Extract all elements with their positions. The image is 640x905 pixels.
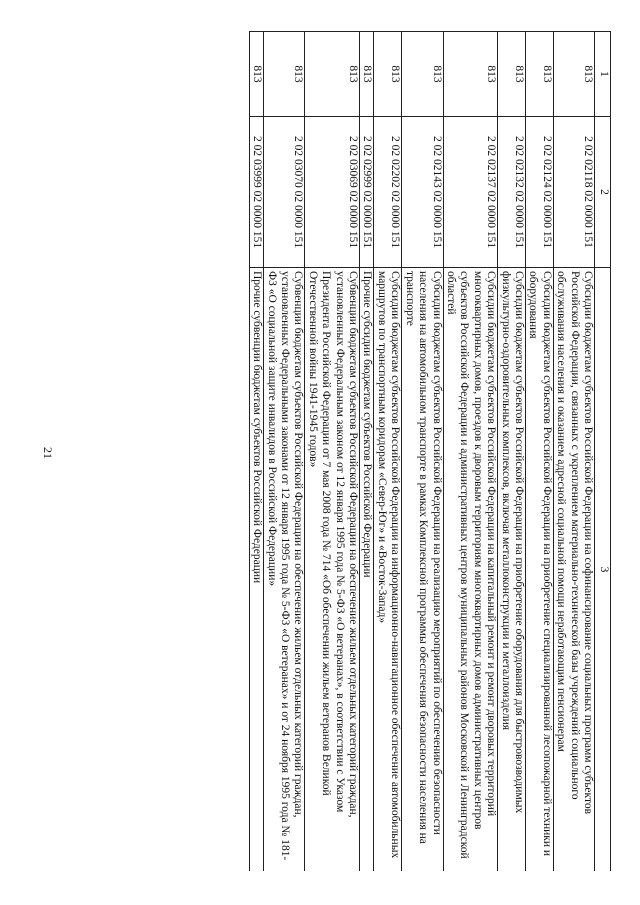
table-header-row: [595, 32, 611, 872]
revenue-description-cell: Прочие субвенции бюджетам субъектов Российской Федерации: [249, 268, 263, 872]
column-header-2: 2: [595, 117, 611, 268]
budget-classification-code-cell: 2 02 03070 02 0000 151: [264, 117, 305, 268]
budget-classification-code-cell: 2 02 02118 02 0000 151: [553, 117, 594, 268]
revenue-description-cell: Субвенции бюджетам субъектов Российской Федерации на обеспечение жильем отдельных категорий граждан, установленных Федеральным законом от 12 января 1995 года № 5-ФЗ «О ветеранах», в соответствии с Указом Президента Российской Федерации от 7 мая 2008 года № 714 «Об обеспечении жильем ветеранов Великой Отечественной войны 1941-1945 годов»: [305, 268, 360, 872]
admin-code-cell: 813: [360, 32, 374, 117]
table-row: [553, 32, 594, 872]
admin-code-cell: 813: [305, 32, 360, 117]
revenue-description-cell: Субсидии бюджетам субъектов Российской Федерации на приобретение оборудования для быстровозводимых физкультурно-оздоровительных комплексов, включая металлоконструкции и металлоизделия: [498, 268, 526, 872]
admin-code-cell: 813: [264, 32, 305, 117]
revenue-description-cell: Прочие субсидии бюджетам субъектов Российской Федерации: [360, 268, 374, 872]
revenue-description-cell: Субсидии бюджетам субъектов Российской Федерации на реализацию мероприятий по обеспечению безопасности населения на автомобильном транспорте в рамках Комплексной программы обеспечения безопасности населения на транспорте: [402, 268, 443, 872]
table-row: [443, 32, 498, 872]
rotated-table-container: [75, 31, 611, 871]
admin-code-cell: 813: [374, 32, 402, 117]
admin-code-cell: 813: [402, 32, 443, 117]
budget-classification-code-cell: 2 02 03069 02 0000 151: [305, 117, 360, 268]
table-row: [498, 32, 526, 872]
budget-classification-code-cell: 2 02 02137 02 0000 151: [443, 117, 498, 268]
page-number: 21: [41, 447, 55, 459]
budget-codes-table: [249, 31, 611, 871]
table-row: [402, 32, 443, 872]
budget-classification-code-cell: 2 02 02999 02 0000 151: [360, 117, 374, 268]
revenue-description-cell: Субсидии бюджетам субъектов Российской Федерации на капитальный ремонт и ремонт дворовых территорий многоквартирных домов, проездов к дворовым территориям многоквартирных домов административных центров субъектов Российской Федерации и административных центров муниципальных районов Московской и Ленинградской областей: [443, 268, 498, 872]
admin-code-cell: 813: [498, 32, 526, 117]
admin-code-cell: 813: [443, 32, 498, 117]
admin-code-cell: 813: [553, 32, 594, 117]
budget-classification-code-cell: 2 02 03999 02 0000 151: [249, 117, 263, 268]
table-row: [374, 32, 402, 872]
admin-code-cell: 813: [249, 32, 263, 117]
table-row: [249, 32, 263, 872]
budget-classification-code-cell: 2 02 02124 02 0000 151: [525, 117, 553, 268]
budget-classification-code-cell: 2 02 02143 02 0000 151: [402, 117, 443, 268]
revenue-description-cell: Субсидии бюджетам субъектов Российской Федерации на софинансирование социальных программ субъектов Российской Федерации, связанных с укреплением материально-технической базы учреждений социального обслуживания населения и оказанием адресной социальной помощи неработающим пенсионерам: [553, 268, 594, 872]
table-row: [525, 32, 553, 872]
revenue-description-cell: Субвенции бюджетам субъектов Российской Федерации на обеспечение жильем отдельных категорий граждан, установленных Федеральными законами от 12 января 1995 года № 5-ФЗ «О ветеранах» и от 24 ноября 1995 года № 181-ФЗ «О социальной защите инвалидов в Российской Федерации»: [264, 268, 305, 872]
rotated-page: [75, 31, 611, 871]
table-row: [264, 32, 305, 872]
revenue-description-cell: Субсидии бюджетам субъектов Российской Федерации на информационно-навигационное обеспечение автомобильных маршрутов по транспортным коридорам «Север-Юг» и «Восток-Запад»: [374, 268, 402, 872]
admin-code-cell: 813: [525, 32, 553, 117]
budget-classification-code-cell: 2 02 02202 02 0000 151: [374, 117, 402, 268]
column-header-3: 3: [595, 268, 611, 872]
budget-classification-code-cell: 2 02 02132 02 0000 151: [498, 117, 526, 268]
revenue-description-cell: Субсидии бюджетам субъектов Российской Федерации на приобретение специализированной лесопожарной техники и оборудования: [525, 268, 553, 872]
table-row: [305, 32, 360, 872]
table-row: [360, 32, 374, 872]
column-header-1: 1: [595, 32, 611, 117]
